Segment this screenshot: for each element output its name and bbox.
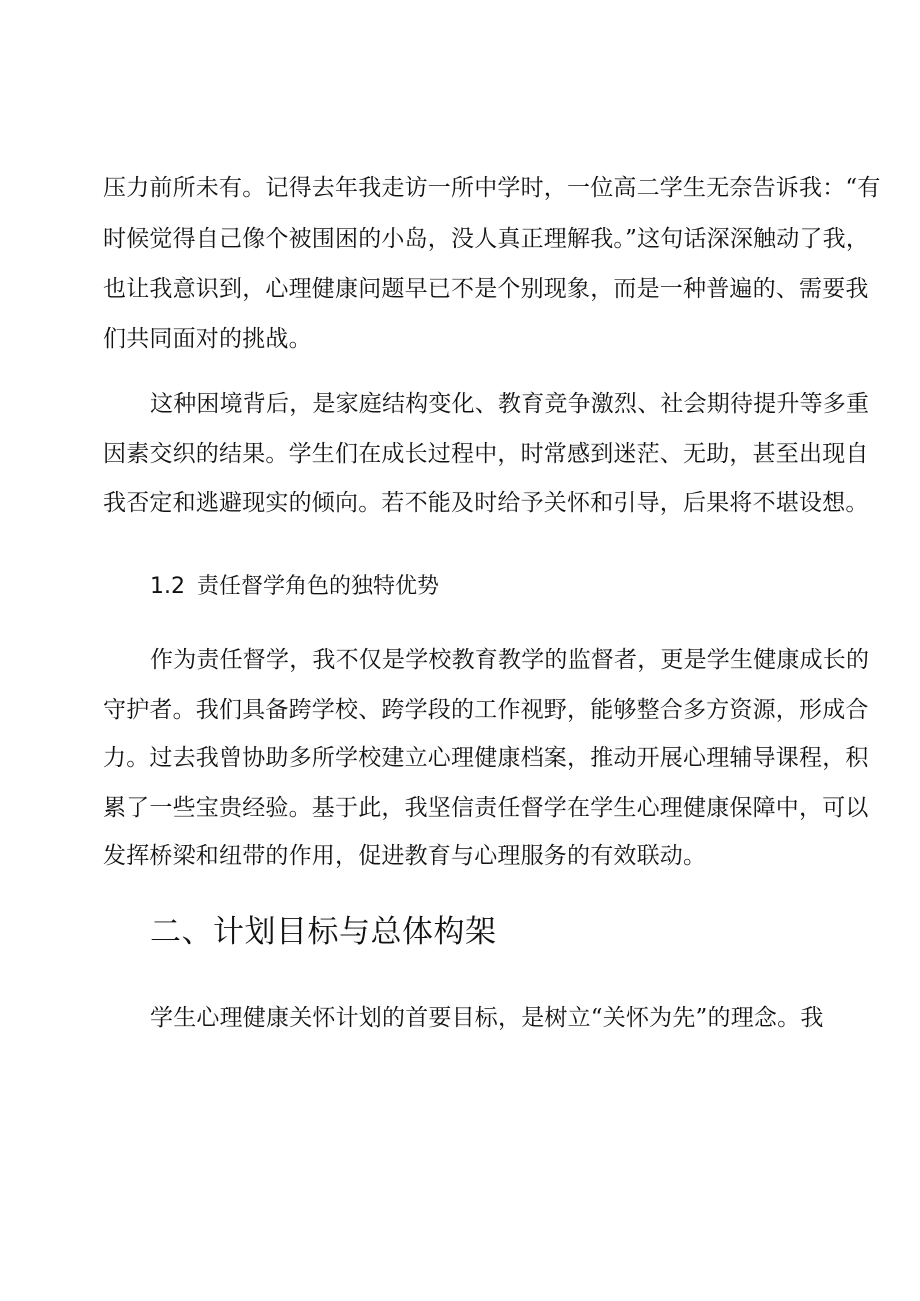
paragraph-line: 也让我意识到，心理健康问题早已不是个别现象，而是一种普遍的、需要我 [103,276,869,302]
subheading-number: 1.2 [150,574,185,599]
paragraph-line: 作为责任督学，我不仅是学校教育教学的监督者，更是学生健康成长的 [150,647,870,673]
paragraph-line: 守护者。我们具备跨学校、跨学段的工作视野，能够整合多方资源，形成合 [103,697,869,723]
paragraph-line: 因素交织的结果。学生们在成长过程中，时常感到迷茫、无助，甚至出现自 [103,441,869,467]
paragraph-line: 压力前所未有。记得去年我走访一所中学时，一位高二学生无奈告诉我：“有 [103,175,881,201]
section-heading: 二、计划目标与总体构架 [150,914,497,950]
paragraph-line: 学生心理健康关怀计划的首要目标，是树立“关怀为先”的理念。我 [150,1005,824,1031]
paragraph-line: 这种困境背后，是家庭结构变化、教育竞争激烈、社会期待提升等多重 [150,391,870,417]
section-subheading [150,573,439,601]
paragraph-line: 时候觉得自己像个被围困的小岛，没人真正理解我。”这句话深深触动了我， [103,226,870,252]
paragraph-line: 我否定和逃避现实的倾向。若不能及时给予关怀和引导，后果将不堪设想。 [103,490,869,516]
subheading-title: 责任督学角色的独特优势 [197,574,440,599]
paragraph-line: 累了一些宝贵经验。基于此，我坚信责任督学在学生心理健康保障中，可以 [103,795,869,821]
paragraph-line: 们共同面对的挑战。 [103,326,312,352]
paragraph-line: 发挥桥梁和纽带的作用，促进教育与心理服务的有效联动。 [103,843,707,869]
paragraph-line: 力。过去我曾协助多所学校建立心理健康档案，推动开展心理辅导课程，积 [103,745,869,771]
